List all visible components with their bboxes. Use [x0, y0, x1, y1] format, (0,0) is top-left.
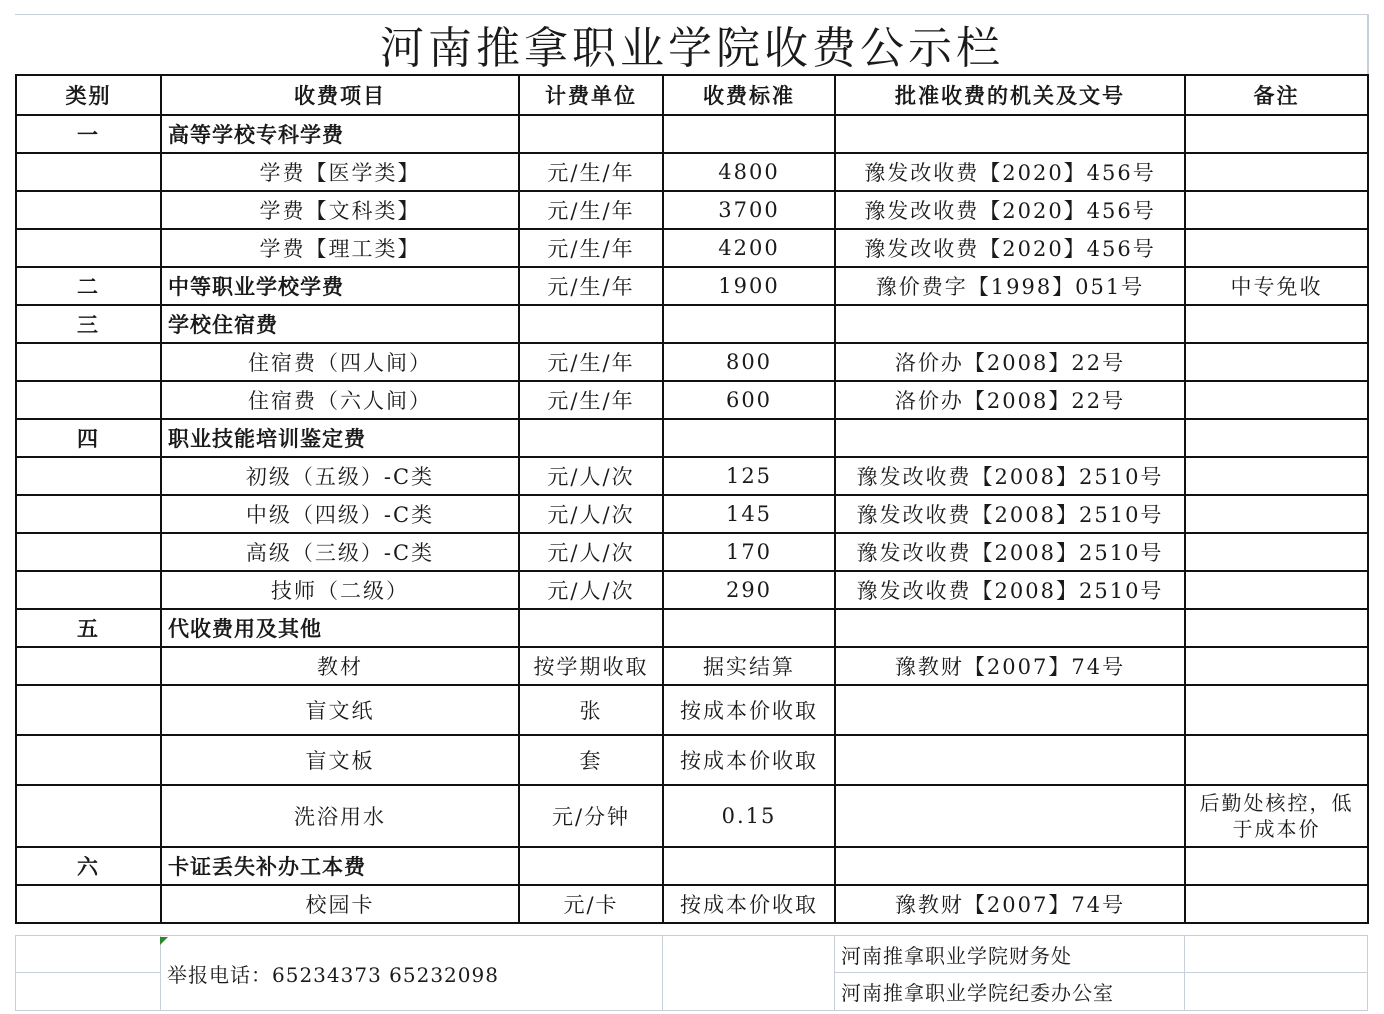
cell-num: 一 — [16, 115, 161, 153]
table-row — [16, 885, 1368, 923]
cell-unit: 按学期收取 — [519, 647, 663, 685]
cell-standard: 290 — [663, 571, 835, 609]
cell-remark — [1185, 457, 1368, 495]
cell-unit: 元/人/次 — [519, 571, 663, 609]
cell-unit: 元/卡 — [519, 885, 663, 923]
cell-unit: 套 — [519, 735, 663, 785]
header-remark: 备注 — [1185, 75, 1368, 115]
cell-authority — [835, 785, 1185, 847]
header-unit: 计费单位 — [519, 75, 663, 115]
cell-item: 教材 — [161, 647, 519, 685]
cell-authority: 豫教财【2007】74号 — [835, 885, 1185, 923]
cell-num: 二 — [16, 267, 161, 305]
section-row — [16, 847, 1368, 885]
fee-notice-sheet — [15, 14, 1369, 1005]
cell-num — [16, 885, 161, 923]
cell-num: 六 — [16, 847, 161, 885]
cell-num — [16, 381, 161, 419]
cell-remark — [1185, 381, 1368, 419]
cell-item: 校园卡 — [161, 885, 519, 923]
table-row — [16, 381, 1368, 419]
cell-standard: 125 — [663, 457, 835, 495]
cell-standard — [663, 115, 835, 153]
cell-num — [16, 457, 161, 495]
cell-remark — [1185, 191, 1368, 229]
footer-row — [16, 936, 1368, 973]
cell-num — [16, 571, 161, 609]
cell-num — [16, 735, 161, 785]
office-discipline: 河南推拿职业学院纪委办公室 — [835, 973, 1185, 1011]
footer-blank — [663, 936, 835, 1011]
table-row — [16, 647, 1368, 685]
cell-num — [16, 495, 161, 533]
cell-item: 卡证丢失补办工本费 — [161, 847, 519, 885]
cell-remark — [1185, 685, 1368, 735]
cell-unit — [519, 115, 663, 153]
cell-unit: 元/人/次 — [519, 457, 663, 495]
cell-unit: 元/生/年 — [519, 381, 663, 419]
cell-unit: 元/生/年 — [519, 153, 663, 191]
cell-item: 学费【理工类】 — [161, 229, 519, 267]
table-row — [16, 533, 1368, 571]
cell-remark — [1185, 343, 1368, 381]
cell-item: 学校住宿费 — [161, 305, 519, 343]
table-row — [16, 785, 1368, 847]
cell-remark — [1185, 229, 1368, 267]
footer-blank — [16, 936, 161, 973]
cell-authority: 豫教财【2007】74号 — [835, 647, 1185, 685]
header-category: 类别 — [16, 75, 161, 115]
cell-unit — [519, 305, 663, 343]
cell-remark — [1185, 885, 1368, 923]
section-row — [16, 115, 1368, 153]
cell-num: 四 — [16, 419, 161, 457]
cell-remark — [1185, 305, 1368, 343]
cell-unit — [519, 419, 663, 457]
cell-num — [16, 533, 161, 571]
section-row — [16, 419, 1368, 457]
cell-unit: 张 — [519, 685, 663, 735]
cell-standard: 0.15 — [663, 785, 835, 847]
cell-item: 初级（五级）-C类 — [161, 457, 519, 495]
cell-standard: 据实结算 — [663, 647, 835, 685]
cell-standard: 3700 — [663, 191, 835, 229]
cell-remark — [1185, 533, 1368, 571]
cell-item: 代收费用及其他 — [161, 609, 519, 647]
table-row — [16, 153, 1368, 191]
cell-remark: 中专免收 — [1185, 267, 1368, 305]
cell-authority: 豫发改收费【2008】2510号 — [835, 457, 1185, 495]
cell-authority: 豫发改收费【2008】2510号 — [835, 571, 1185, 609]
cell-comment-marker — [160, 937, 168, 945]
cell-remark — [1185, 735, 1368, 785]
cell-num: 五 — [16, 609, 161, 647]
cell-item: 盲文纸 — [161, 685, 519, 735]
cell-authority: 豫价费字【1998】051号 — [835, 267, 1185, 305]
cell-unit: 元/分钟 — [519, 785, 663, 847]
cell-item: 职业技能培训鉴定费 — [161, 419, 519, 457]
header-standard: 收费标准 — [663, 75, 835, 115]
cell-item: 学费【文科类】 — [161, 191, 519, 229]
cell-num — [16, 647, 161, 685]
footer-table — [15, 935, 1368, 1011]
office-finance: 河南推拿职业学院财务处 — [835, 936, 1185, 973]
cell-remark: 后勤处核控，低于成本价 — [1185, 785, 1368, 847]
cell-remark — [1185, 847, 1368, 885]
cell-num: 三 — [16, 305, 161, 343]
section-row — [16, 305, 1368, 343]
cell-authority — [835, 115, 1185, 153]
cell-unit: 元/生/年 — [519, 343, 663, 381]
cell-authority: 豫发改收费【2020】456号 — [835, 153, 1185, 191]
cell-standard: 145 — [663, 495, 835, 533]
table-row — [16, 229, 1368, 267]
cell-standard: 4800 — [663, 153, 835, 191]
cell-authority: 豫发改收费【2008】2510号 — [835, 495, 1185, 533]
table-header-row — [16, 75, 1368, 115]
cell-item: 中级（四级）-C类 — [161, 495, 519, 533]
cell-standard: 按成本价收取 — [663, 685, 835, 735]
cell-standard: 按成本价收取 — [663, 885, 835, 923]
cell-unit: 元/生/年 — [519, 191, 663, 229]
cell-remark — [1185, 571, 1368, 609]
cell-standard: 600 — [663, 381, 835, 419]
cell-authority — [835, 419, 1185, 457]
header-authority: 批准收费的机关及文号 — [835, 75, 1185, 115]
table-row — [16, 571, 1368, 609]
cell-item: 住宿费（六人间） — [161, 381, 519, 419]
cell-standard: 170 — [663, 533, 835, 571]
cell-unit — [519, 609, 663, 647]
report-hotline: 举报电话：65234373 65232098 — [161, 936, 663, 1011]
table-row — [16, 685, 1368, 735]
cell-num — [16, 685, 161, 735]
cell-authority: 洛价办【2008】22号 — [835, 381, 1185, 419]
table-row — [16, 191, 1368, 229]
footer-blank — [16, 973, 161, 1011]
section-row — [16, 609, 1368, 647]
cell-item: 住宿费（四人间） — [161, 343, 519, 381]
table-row — [16, 343, 1368, 381]
cell-unit — [519, 847, 663, 885]
cell-standard: 1900 — [663, 267, 835, 305]
section-row — [16, 267, 1368, 305]
cell-unit: 元/生/年 — [519, 229, 663, 267]
cell-unit: 元/人/次 — [519, 495, 663, 533]
cell-remark — [1185, 609, 1368, 647]
cell-item: 盲文板 — [161, 735, 519, 785]
cell-item: 高级（三级）-C类 — [161, 533, 519, 571]
cell-standard — [663, 847, 835, 885]
cell-item: 洗浴用水 — [161, 785, 519, 847]
cell-authority — [835, 305, 1185, 343]
cell-unit: 元/人/次 — [519, 533, 663, 571]
cell-standard: 4200 — [663, 229, 835, 267]
table-row — [16, 457, 1368, 495]
cell-authority: 豫发改收费【2020】456号 — [835, 229, 1185, 267]
cell-num — [16, 153, 161, 191]
cell-item: 中等职业学校学费 — [161, 267, 519, 305]
cell-standard — [663, 609, 835, 647]
cell-standard — [663, 305, 835, 343]
cell-authority — [835, 847, 1185, 885]
footer-blank — [1185, 936, 1368, 973]
cell-authority: 豫发改收费【2008】2510号 — [835, 533, 1185, 571]
page-title: 河南推拿职业学院收费公示栏 — [380, 23, 1004, 74]
cell-standard: 800 — [663, 343, 835, 381]
cell-num — [16, 343, 161, 381]
header-item: 收费项目 — [161, 75, 519, 115]
table-row — [16, 735, 1368, 785]
cell-remark — [1185, 495, 1368, 533]
cell-num — [16, 191, 161, 229]
cell-standard — [663, 419, 835, 457]
cell-item: 高等学校专科学费 — [161, 115, 519, 153]
cell-remark — [1185, 115, 1368, 153]
table-row — [16, 495, 1368, 533]
cell-item: 技师（二级） — [161, 571, 519, 609]
cell-authority — [835, 609, 1185, 647]
cell-standard: 按成本价收取 — [663, 735, 835, 785]
cell-remark — [1185, 153, 1368, 191]
fee-table — [15, 74, 1369, 924]
cell-num — [16, 785, 161, 847]
footer-blank — [1185, 973, 1368, 1011]
cell-item: 学费【医学类】 — [161, 153, 519, 191]
cell-authority: 洛价办【2008】22号 — [835, 343, 1185, 381]
cell-authority — [835, 685, 1185, 735]
cell-remark — [1185, 419, 1368, 457]
cell-authority — [835, 735, 1185, 785]
cell-unit: 元/生/年 — [519, 267, 663, 305]
cell-authority: 豫发改收费【2020】456号 — [835, 191, 1185, 229]
cell-remark — [1185, 647, 1368, 685]
cell-num — [16, 229, 161, 267]
